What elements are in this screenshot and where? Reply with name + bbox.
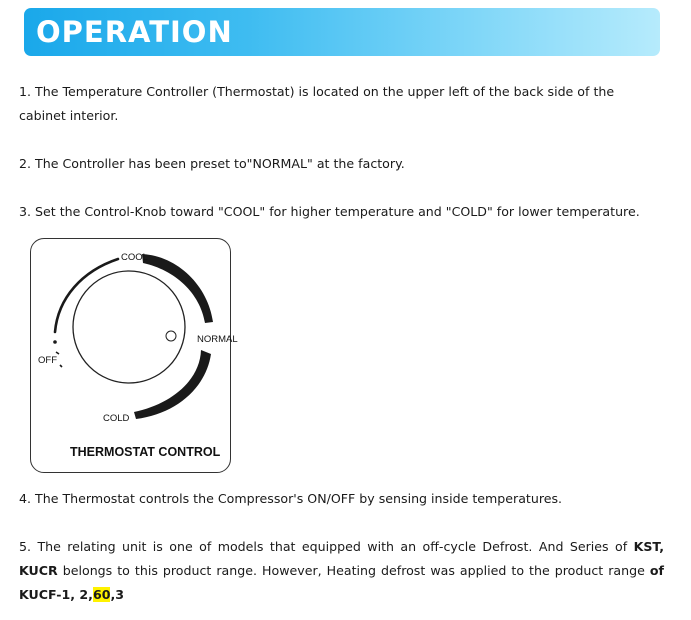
label-cool: COOL — [121, 252, 148, 263]
step-5-text-1: 5. The relating unit is one of models that equipped with an off-cycle Defrost. And Series of — [19, 539, 634, 554]
step-5 — [19, 535, 664, 607]
highlighted-model-60: 60 — [92, 587, 111, 602]
step-4: 4. The Thermostat controls the Compressor's ON/OFF by sensing inside temperatures. — [19, 491, 563, 506]
section-header-banner — [24, 8, 660, 56]
step-5-text-2: belongs to this product range. However, Heating defrost was applied to the product range — [57, 563, 650, 578]
knob-indicator-icon — [166, 331, 176, 341]
series-separator: , — [659, 539, 664, 554]
cold-arc — [134, 350, 211, 419]
series-kucf-end: ,3 — [110, 587, 125, 602]
step-1: 1. The Temperature Controller (Thermostat) is located on the upper left of the back side of the cabinet interior. — [19, 84, 615, 123]
off-tick-2 — [60, 365, 62, 367]
series-kucf: of KUCF-1, 2, — [19, 563, 664, 602]
step-3: 3. Set the Control-Knob toward "COOL" for higher temperature and "COLD" for lower temperature. — [19, 204, 640, 219]
thermostat-dial-illustration — [30, 238, 238, 473]
off-tick — [56, 352, 59, 354]
knob-circle — [73, 271, 185, 383]
series-kucr: KUCR — [19, 563, 58, 578]
label-cold: COLD — [103, 413, 130, 424]
off-dot — [53, 340, 57, 344]
step-2: 2. The Controller has been preset to"NORMAL" at the factory. — [19, 156, 405, 171]
series-kst: KST — [633, 539, 660, 554]
label-normal: NORMAL — [197, 334, 238, 345]
dial-caption: THERMOSTAT CONTROL — [70, 445, 221, 459]
off-arc — [55, 259, 118, 332]
section-title: OPERATION — [36, 15, 233, 49]
cool-arc — [142, 254, 213, 323]
label-off: OFF — [38, 355, 57, 366]
